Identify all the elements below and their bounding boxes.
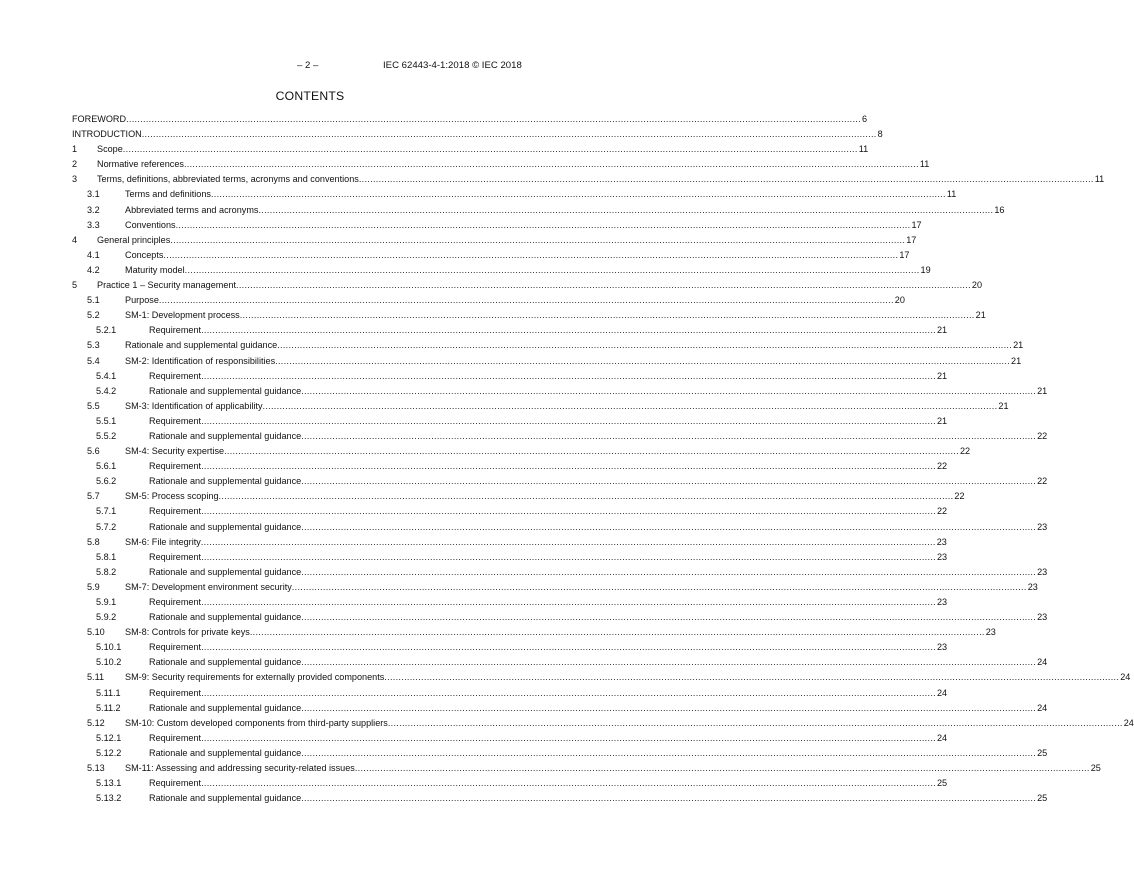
- toc-entry-page: 17: [906, 234, 917, 245]
- toc-entry-number: 5.10.1: [96, 642, 122, 653]
- toc-entry[interactable]: [72, 293, 905, 308]
- toc-entry-page: 21: [936, 370, 948, 381]
- dot-leader: ....................................................................................................................................................................................................................................................................: [201, 461, 936, 472]
- toc-entry-page: 19: [920, 264, 931, 275]
- dot-leader: ....................................................................................................................................................................................................................................................................: [126, 114, 861, 124]
- dot-leader: ....................................................................................................................................................................................................................................................................: [301, 521, 1037, 532]
- toc-entry-page: 23: [1037, 521, 1048, 532]
- dot-leader: ....................................................................................................................................................................................................................................................................: [236, 280, 971, 291]
- toc-entry-number: 5.8.1: [96, 551, 117, 562]
- toc-entry-title: Rationale and supplemental guidance: [149, 385, 302, 396]
- toc-entry-page: 11: [919, 159, 930, 170]
- toc-entry-page: 25: [936, 778, 948, 789]
- toc-entry-page: 23: [1037, 566, 1048, 577]
- toc-entry-title: SM-2: Identification of responsibilities: [125, 355, 276, 366]
- toc-entry[interactable]: [72, 172, 1105, 187]
- toc-entry-title: Rationale and supplemental guidance: [149, 430, 302, 441]
- dot-leader: ....................................................................................................................................................................................................................................................................: [301, 430, 1037, 441]
- toc-entry-number: 5.4.2: [96, 385, 117, 396]
- toc-entry[interactable]: [72, 550, 948, 565]
- toc-entry-number: 5.11: [87, 672, 105, 683]
- toc-entry-number: 5.4.1: [96, 370, 117, 381]
- toc-entry-number: 2: [72, 159, 78, 170]
- toc-entry-title: Rationale and supplemental guidance: [149, 747, 302, 758]
- dot-leader: ....................................................................................................................................................................................................................................................................: [201, 370, 936, 381]
- toc-entry-number: 5.2: [87, 310, 100, 321]
- toc-entry[interactable]: [72, 595, 948, 610]
- toc-entry-title: SM-1: Development process: [125, 310, 240, 321]
- dot-leader: ....................................................................................................................................................................................................................................................................: [141, 129, 877, 140]
- dot-leader: ....................................................................................................................................................................................................................................................................: [201, 415, 936, 426]
- toc-entry-page: 11: [858, 144, 869, 155]
- toc-entry-page: 21: [975, 310, 986, 321]
- toc-entry-number: 5.5: [87, 400, 100, 411]
- toc-entry[interactable]: [72, 474, 1048, 489]
- dot-leader: ....................................................................................................................................................................................................................................................................: [218, 491, 954, 502]
- dot-leader: ....................................................................................................................................................................................................................................................................: [184, 264, 920, 275]
- dot-leader: ....................................................................................................................................................................................................................................................................: [301, 747, 1037, 758]
- toc-entry-number: 5.7.2: [96, 521, 117, 532]
- dot-leader: ....................................................................................................................................................................................................................................................................: [201, 687, 936, 698]
- dot-leader: ....................................................................................................................................................................................................................................................................: [200, 536, 936, 547]
- toc-entry[interactable]: [72, 610, 1048, 625]
- dot-leader: ....................................................................................................................................................................................................................................................................: [262, 400, 998, 411]
- dot-leader: ....................................................................................................................................................................................................................................................................: [277, 340, 1013, 351]
- toc-entry-title: SM-10: Custom developed components from third-party suppliers: [125, 717, 388, 728]
- toc-entry-title: Requirement: [149, 597, 202, 607]
- toc-entry[interactable]: [72, 354, 1022, 369]
- toc-entry-page: 11: [1094, 174, 1105, 185]
- toc-entry-page: 25: [1037, 747, 1048, 758]
- toc-entry[interactable]: [72, 263, 931, 278]
- toc-entry-title: SM-3: Identification of applicability: [125, 400, 263, 411]
- toc-entry-number: 3.3: [87, 219, 100, 230]
- dot-leader: ....................................................................................................................................................................................................................................................................: [201, 325, 936, 336]
- toc-entry-number: 5.7: [87, 491, 100, 502]
- dot-leader: ....................................................................................................................................................................................................................................................................: [170, 234, 906, 245]
- toc-entry[interactable]: [72, 142, 869, 157]
- dot-leader: ....................................................................................................................................................................................................................................................................: [210, 189, 946, 200]
- dot-leader: ....................................................................................................................................................................................................................................................................: [201, 551, 936, 562]
- toc-entry[interactable]: [72, 655, 1048, 670]
- toc-entry-title: Requirement: [149, 687, 202, 698]
- toc-entry-title: Rationale and supplemental guidance: [149, 657, 302, 668]
- toc-entry[interactable]: [72, 278, 983, 293]
- dot-leader: ....................................................................................................................................................................................................................................................................: [224, 446, 959, 457]
- toc-entry-page: 20: [894, 295, 905, 306]
- dot-leader: ....................................................................................................................................................................................................................................................................: [201, 732, 936, 743]
- toc-entry[interactable]: [72, 686, 948, 701]
- toc-entry-page: 21: [936, 325, 948, 336]
- toc-entry-page: 21: [1013, 340, 1024, 351]
- toc-entry-page: 16: [994, 204, 1005, 215]
- toc-entry-number: 5: [72, 280, 78, 291]
- toc-entry-page: 23: [1027, 581, 1038, 592]
- toc-entry-title: INTRODUCTION: [72, 129, 142, 140]
- toc-entry-number: 5.6.1: [96, 461, 117, 472]
- toc-entry[interactable]: [72, 399, 1009, 414]
- toc-entry[interactable]: [72, 716, 1134, 731]
- toc-entry-number: 5.10: [87, 627, 105, 638]
- toc-entry-number: 5.1: [87, 295, 100, 306]
- toc-entry[interactable]: [72, 248, 910, 263]
- toc-entry-number: 3: [72, 174, 78, 185]
- toc-entry-page: 25: [1090, 763, 1101, 774]
- toc-entry-title: Requirement: [149, 642, 202, 653]
- toc-entry-title: Conventions: [125, 219, 176, 230]
- toc-entry-number: 5.10.2: [96, 657, 122, 668]
- toc-entry-title: Requirement: [149, 551, 202, 562]
- toc-entry-number: 5.12.2: [96, 747, 122, 758]
- dot-leader: ....................................................................................................................................................................................................................................................................: [358, 174, 1094, 185]
- toc-entry-number: 5.12: [87, 717, 105, 728]
- toc-entry-page: 24: [1123, 717, 1134, 728]
- toc-entry-page: 21: [1011, 355, 1022, 366]
- toc-entry[interactable]: [72, 414, 948, 429]
- page-header: [0, 60, 620, 74]
- dot-leader: ....................................................................................................................................................................................................................................................................: [122, 144, 858, 155]
- toc-entry-number: 5.3: [87, 340, 100, 351]
- toc-entry-number: 5.5.2: [96, 430, 117, 441]
- dot-leader: ....................................................................................................................................................................................................................................................................: [301, 612, 1037, 623]
- toc-entry-title: Rationale and supplemental guidance: [149, 476, 302, 487]
- toc-entry[interactable]: [72, 308, 986, 323]
- toc-entry-number: 5.4: [87, 355, 100, 366]
- toc-entry-number: 5.5.1: [96, 415, 117, 426]
- toc-entry[interactable]: [72, 580, 1038, 595]
- toc-entry[interactable]: [72, 489, 965, 504]
- toc-entry-page: 23: [936, 551, 948, 562]
- toc-entry-title: Requirement: [149, 732, 202, 743]
- toc-entry[interactable]: [72, 429, 1048, 444]
- dot-leader: ....................................................................................................................................................................................................................................................................: [301, 566, 1037, 577]
- toc-entry-title: Requirement: [149, 461, 202, 472]
- toc-entry-page: 24: [1037, 657, 1048, 668]
- dot-leader: ....................................................................................................................................................................................................................................................................: [258, 204, 994, 215]
- toc-entry-page: 24: [1120, 672, 1131, 683]
- toc-entry-title: FOREWORD: [72, 114, 127, 124]
- toc-entry-page: 25: [1037, 793, 1048, 804]
- dot-leader: ....................................................................................................................................................................................................................................................................: [384, 672, 1120, 683]
- dot-leader: ....................................................................................................................................................................................................................................................................: [275, 355, 1011, 366]
- toc-entry-title: Requirement: [149, 370, 202, 381]
- toc-entry-page: 24: [936, 732, 948, 743]
- toc-entry-title: Requirement: [149, 325, 202, 336]
- toc-entry-page: 11: [946, 189, 957, 200]
- toc-entry[interactable]: [72, 444, 971, 459]
- dot-leader: ....................................................................................................................................................................................................................................................................: [301, 702, 1037, 713]
- toc-entry[interactable]: [72, 520, 1048, 535]
- toc-entry[interactable]: [72, 338, 1024, 353]
- toc-entry-page: 22: [1037, 476, 1048, 487]
- dot-leader: ....................................................................................................................................................................................................................................................................: [201, 506, 936, 517]
- toc-entry-number: 1: [72, 144, 78, 155]
- toc-entry[interactable]: [72, 670, 1131, 685]
- dot-leader: ....................................................................................................................................................................................................................................................................: [301, 793, 1037, 804]
- toc-entry-page: 23: [1037, 612, 1048, 623]
- toc-entry-title: SM-6: File integrity: [125, 536, 201, 547]
- toc-entry-title: SM-8: Controls for private keys: [125, 627, 250, 638]
- document-id: IEC 62443-4-1:2018 © IEC 2018: [383, 60, 522, 71]
- dot-leader: ....................................................................................................................................................................................................................................................................: [201, 597, 936, 607]
- toc-entry-page: 22: [1037, 430, 1048, 441]
- toc-entry[interactable]: [72, 187, 957, 202]
- dot-leader: ....................................................................................................................................................................................................................................................................: [158, 295, 894, 306]
- toc-entry-number: 3.2: [87, 204, 100, 215]
- toc-entry-page: 8: [877, 129, 883, 140]
- toc-entry-title: Requirement: [149, 506, 202, 517]
- toc-entry[interactable]: [72, 791, 1048, 806]
- toc-entry-title: Normative references: [97, 159, 184, 170]
- dot-leader: ....................................................................................................................................................................................................................................................................: [183, 159, 919, 170]
- toc-entry-number: 5.11.2: [96, 702, 121, 713]
- toc-entry[interactable]: [72, 203, 1005, 218]
- toc-entry-title: Abbreviated terms and acronyms: [125, 204, 259, 215]
- toc-entry-number: 5.6: [87, 446, 100, 457]
- toc-entry-number: 5.11.1: [96, 687, 121, 698]
- toc-entry-page: 17: [899, 249, 910, 260]
- toc-entry[interactable]: [72, 323, 948, 338]
- toc-entry-number: 5.7.1: [96, 506, 117, 517]
- toc-entry-page: 20: [971, 280, 983, 291]
- toc-entry-number: 5.2.1: [96, 325, 117, 336]
- toc-entry-title: Terms and definitions: [125, 189, 211, 200]
- toc-entry-number: 5.9.2: [96, 612, 117, 623]
- dot-leader: ....................................................................................................................................................................................................................................................................: [201, 778, 936, 789]
- toc-entry-page: 22: [936, 506, 948, 517]
- toc-entry-number: 5.13: [87, 763, 105, 774]
- toc-entry-title: Rationale and supplemental guidance: [125, 340, 278, 351]
- toc-entry-number: 5.13.1: [96, 778, 122, 789]
- toc-entry-title: SM-9: Security requirements for externally provided components: [125, 672, 385, 683]
- toc-entry-title: Rationale and supplemental guidance: [149, 612, 302, 623]
- toc-entry-page: 23: [936, 597, 948, 607]
- dot-leader: ....................................................................................................................................................................................................................................................................: [301, 385, 1037, 396]
- toc-entry[interactable]: [72, 625, 996, 640]
- toc-entry-page: 24: [936, 687, 948, 698]
- toc-entry-number: 4.1: [87, 249, 100, 260]
- toc-entry-number: 5.8.2: [96, 566, 117, 577]
- toc-entry[interactable]: [72, 127, 883, 142]
- toc-entry[interactable]: [72, 701, 1048, 716]
- toc-entry[interactable]: [72, 776, 948, 791]
- toc-entry-page: 24: [1037, 702, 1048, 713]
- toc-entry-page: 23: [936, 536, 947, 547]
- toc-entry[interactable]: [72, 459, 948, 474]
- toc-entry-page: 21: [936, 415, 948, 426]
- toc-entry[interactable]: [72, 535, 947, 550]
- toc-entry-number: 5.6.2: [96, 476, 117, 487]
- toc-entry-title: Maturity model: [125, 264, 185, 275]
- toc-entry-title: SM-11: Assessing and addressing security-related issues: [125, 763, 355, 774]
- toc-entry-page: 23: [985, 627, 996, 638]
- toc-entry[interactable]: [72, 384, 1048, 399]
- toc-entry-title: SM-5: Process scoping: [125, 491, 219, 502]
- toc-entry-title: Terms, definitions, abbreviated terms, acronyms and conventions: [97, 174, 359, 185]
- toc-entry-title: Rationale and supplemental guidance: [149, 566, 302, 577]
- toc-entry[interactable]: [72, 761, 1101, 776]
- toc-entry[interactable]: [72, 218, 922, 233]
- toc-entry-page: 22: [959, 446, 971, 457]
- dot-leader: ....................................................................................................................................................................................................................................................................: [291, 581, 1027, 592]
- toc-entry-title: Requirement: [149, 778, 202, 789]
- toc-entry-number: 5.12.1: [96, 732, 122, 743]
- toc-entry-page: 23: [936, 642, 948, 653]
- toc-entry-title: SM-4: Security expertise: [125, 446, 225, 457]
- contents-title: CONTENTS: [275, 89, 345, 103]
- toc-entry-title: Rationale and supplemental guidance: [149, 521, 302, 532]
- toc-entry[interactable]: [72, 233, 917, 248]
- dot-leader: ....................................................................................................................................................................................................................................................................: [239, 310, 975, 321]
- dot-leader: ....................................................................................................................................................................................................................................................................: [175, 219, 911, 230]
- toc-entry-title: Scope: [97, 144, 123, 155]
- toc-entry[interactable]: [72, 640, 948, 655]
- toc-entry-title: Rationale and supplemental guidance: [149, 702, 302, 713]
- table-of-contents: [72, 112, 1134, 806]
- dot-leader: ....................................................................................................................................................................................................................................................................: [301, 657, 1037, 668]
- toc-entry[interactable]: [72, 731, 948, 746]
- toc-entry-number: 5.9.1: [96, 597, 117, 607]
- toc-entry[interactable]: [72, 369, 948, 384]
- toc-entry-page: 21: [998, 400, 1009, 411]
- page-number: – 2 –: [297, 60, 319, 71]
- toc-entry-title: Practice 1 – Security management: [97, 280, 236, 291]
- toc-entry[interactable]: [72, 746, 1048, 761]
- dot-leader: ....................................................................................................................................................................................................................................................................: [163, 249, 899, 260]
- toc-entry-page: 22: [936, 461, 948, 472]
- toc-entry[interactable]: [72, 565, 1048, 580]
- toc-entry-number: 5.8: [87, 536, 100, 547]
- dot-leader: ....................................................................................................................................................................................................................................................................: [201, 642, 936, 653]
- toc-entry-number: 4: [72, 234, 78, 245]
- toc-entry-number: 5.9: [87, 581, 100, 592]
- toc-entry-page: 21: [1037, 385, 1048, 396]
- toc-entry-title: Rationale and supplemental guidance: [149, 793, 302, 804]
- toc-entry-number: 4.2: [87, 264, 100, 275]
- toc-entry-title: General principles: [97, 234, 171, 245]
- toc-entry-page: 22: [954, 491, 965, 502]
- toc-entry-title: Concepts: [125, 249, 164, 260]
- dot-leader: ....................................................................................................................................................................................................................................................................: [387, 717, 1123, 728]
- dot-leader: ....................................................................................................................................................................................................................................................................: [354, 763, 1090, 774]
- toc-entry-page: 17: [911, 219, 922, 230]
- toc-entry-number: 3.1: [87, 189, 100, 200]
- toc-entry-title: Purpose: [125, 295, 159, 306]
- toc-entry[interactable]: [72, 504, 948, 519]
- toc-entry[interactable]: [72, 112, 868, 127]
- toc-entry-title: Requirement: [149, 415, 202, 426]
- dot-leader: ....................................................................................................................................................................................................................................................................: [249, 627, 985, 638]
- toc-entry[interactable]: [72, 157, 930, 172]
- toc-entry-number: 5.13.2: [96, 793, 122, 804]
- toc-entry-page: 6: [861, 114, 868, 124]
- dot-leader: ....................................................................................................................................................................................................................................................................: [301, 476, 1037, 487]
- toc-entry-title: SM-7: Development environment security: [125, 581, 292, 592]
